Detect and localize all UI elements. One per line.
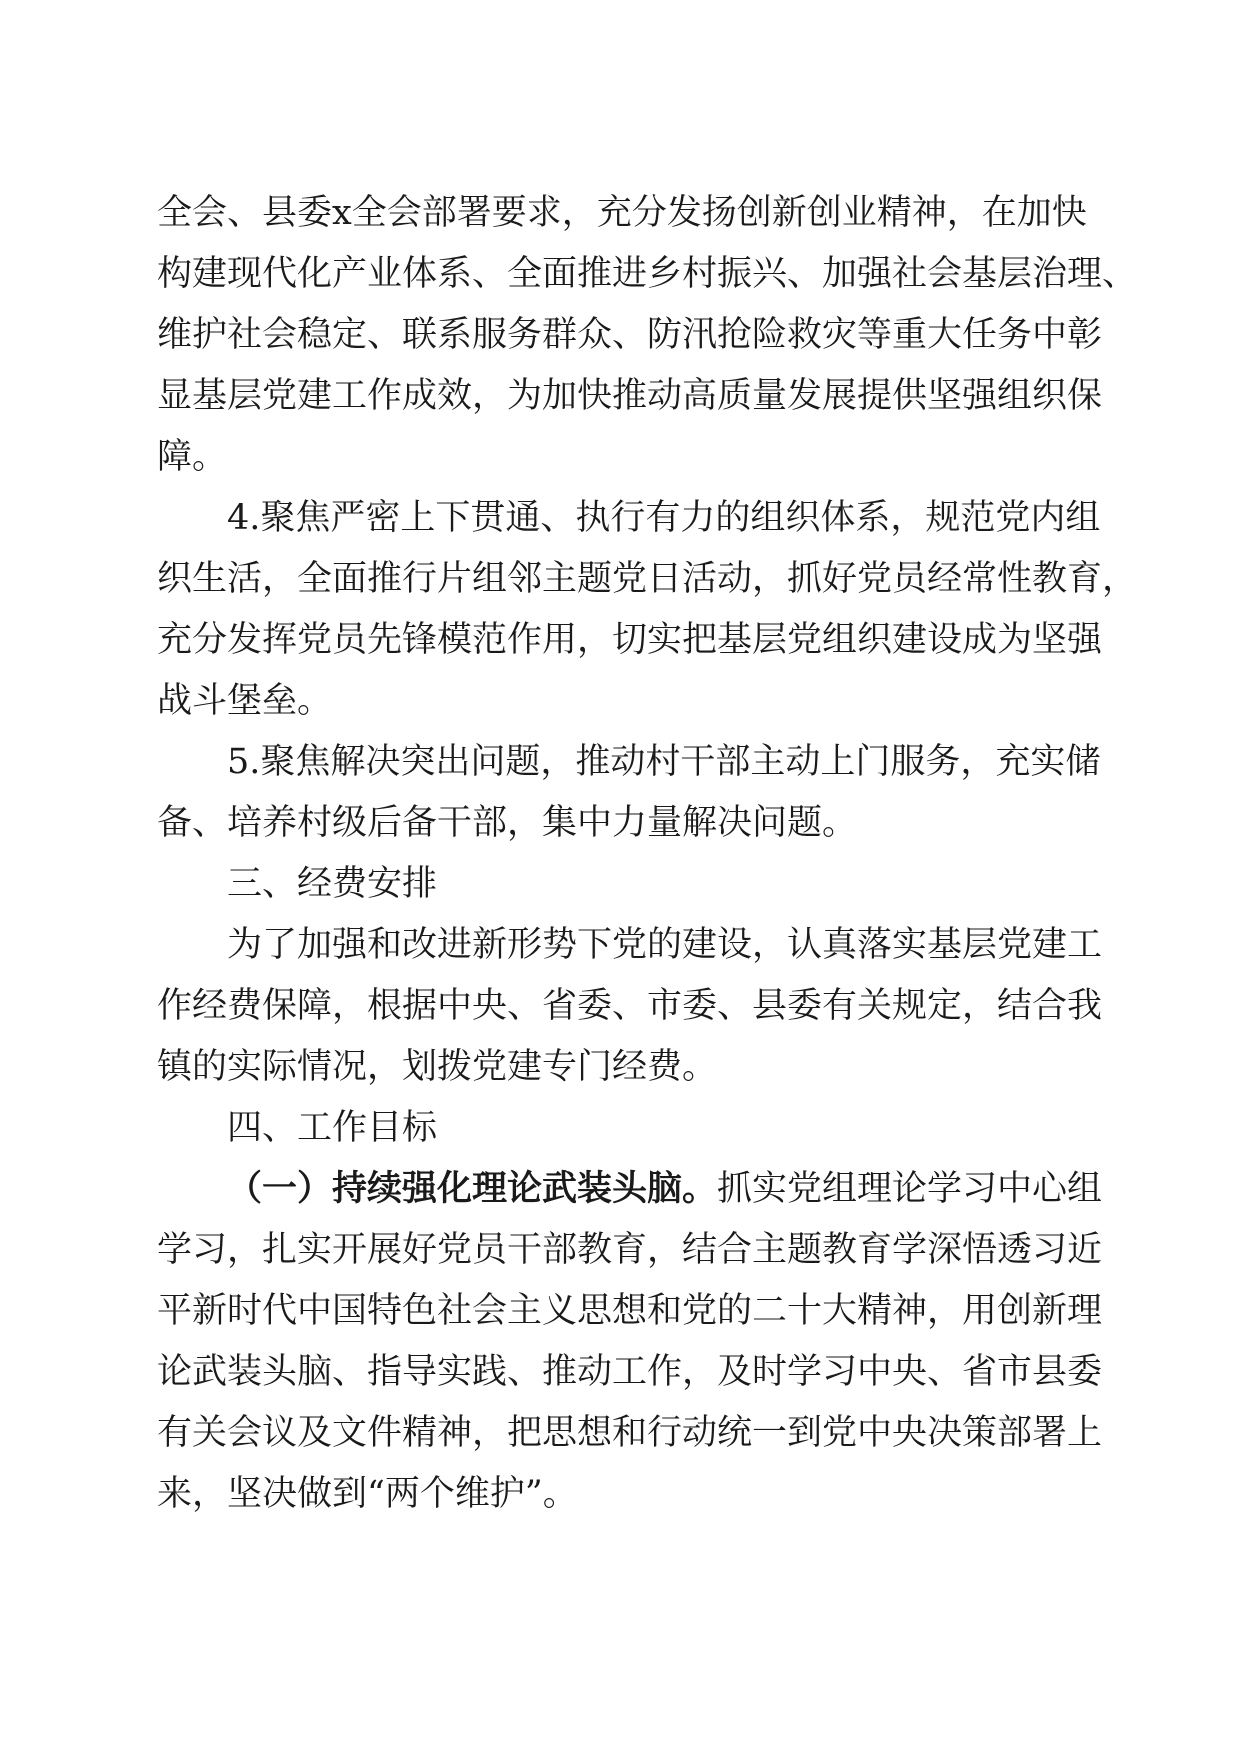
section-4-sub-1-line: 论武装头脑、指导实践、推动工作，及时学习中央、省市县委 — [157, 1352, 1103, 1392]
paragraph-line: 构建现代化产业体系、全面推进乡村振兴、加强社会基层治理、 — [157, 254, 1138, 294]
paragraph-line: 全会、县委x全会部署要求，充分发扬创新创业精神，在加快 — [157, 193, 1087, 233]
paragraph-line: 维护社会稳定、联系服务群众、防汛抢险救灾等重大任务中彰 — [157, 315, 1103, 355]
item-4-line: 4.聚焦严密上下贯通、执行有力的组织体系，规范党内组 — [227, 498, 1101, 538]
paragraph-line: 障。 — [157, 437, 228, 477]
section-3-heading: 三、经费安排 — [227, 864, 438, 904]
document-body — [157, 183, 1138, 1525]
section-3-line: 作经费保障，根据中央、省委、市委、县委有关规定，结合我 — [157, 986, 1103, 1026]
section-4-sub-1-line: 来，坚决做到“两个维护”。 — [157, 1474, 578, 1514]
item-5-line: 备、培养村级后备干部，集中力量解决问题。 — [157, 803, 858, 843]
section-4-sub-1-first-line-text: 抓实党组理论学习中心组 — [717, 1169, 1103, 1209]
section-3-line: 为了加强和改进新形势下党的建设，认真落实基层党建工 — [227, 925, 1103, 965]
section-3-line: 镇的实际情况，划拨党建专门经费。 — [157, 1047, 718, 1087]
section-4-sub-1-first-line — [157, 1159, 1103, 1220]
section-4-heading: 四、工作目标 — [227, 1108, 438, 1148]
section-4-sub-1-line: 平新时代中国特色社会主义思想和党的二十大精神，用创新理 — [157, 1291, 1103, 1331]
section-4-sub-1-title: （一）持续强化理论武装头脑。 — [227, 1169, 718, 1209]
item-5-line: 5.聚焦解决突出问题，推动村干部主动上门服务，充实储 — [227, 742, 1101, 782]
item-4-line: 织生活，全面推行片组邻主题党日活动，抓好党员经常性教育， — [157, 559, 1138, 599]
item-4-line: 充分发挥党员先锋模范作用，切实把基层党组织建设成为坚强 — [157, 620, 1103, 660]
section-4-sub-1-line: 学习，扎实开展好党员干部教育，结合主题教育学深悟透习近 — [157, 1230, 1103, 1270]
section-4-sub-1-line: 有关会议及文件精神，把思想和行动统一到党中央决策部署上 — [157, 1413, 1103, 1453]
item-4-line: 战斗堡垒。 — [157, 681, 333, 721]
paragraph-line: 显基层党建工作成效，为加快推动高质量发展提供坚强组织保 — [157, 376, 1103, 416]
